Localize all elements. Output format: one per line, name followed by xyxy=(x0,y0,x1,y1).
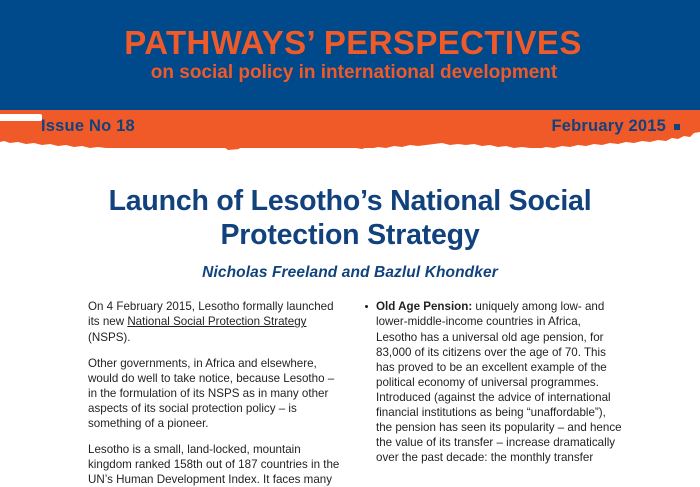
paragraph-intro-after-link: (NSPS). xyxy=(88,330,131,344)
article-columns xyxy=(0,282,700,487)
article-title: Launch of Lesotho’s National Social Protection Strategy xyxy=(108,185,592,252)
bullet-body-text: uniquely among low- and lower-middle-income countries in Africa, Lesotho has a universal old age pension, for 83,000 of its citizens over the age of 70. This has proved to be an excellent example of the political economy of universal programmes. Introduced (against the advice of international financial institutions as being “unaffordable”), the pension has seen its popularity – and hence the value of its transfer – increase dramatically over the past decade: the monthly transfer xyxy=(376,300,622,465)
paragraph-lesotho-profile: Lesotho is a small, land-locked, mountain kingdom ranked 158th out of 187 countries in the UN’s Human Development Index. It faces many xyxy=(88,443,340,487)
issue-number: Issue No 18 xyxy=(41,117,135,135)
brand-subtitle: on social policy in international development xyxy=(150,62,558,84)
issue-band xyxy=(0,110,700,162)
article xyxy=(0,162,700,487)
article-authors: Nicholas Freeland and Bazlul Khondker xyxy=(202,264,498,282)
paragraph-intro-before-link: On 4 February 2015, Lesotho formally launched its new xyxy=(88,300,334,329)
issue-date: February 2015 xyxy=(551,117,666,135)
bullet-item-old-age-pension xyxy=(364,299,622,465)
bullet-lead-in: Old Age Pension: xyxy=(376,300,473,314)
left-column xyxy=(88,299,340,487)
paragraph-other-governments: Other governments, in Africa and elsewhere, would do well to take notice, because Lesotho – in the formulation of its NSPS as in many other aspects of its social protection policy – is something of a pioneer. xyxy=(88,356,335,431)
nsps-document-link[interactable]: National Social Protection Strategy xyxy=(127,315,307,329)
date-dot-decoration xyxy=(674,124,680,130)
bullet-list xyxy=(364,299,622,465)
paragraph-intro xyxy=(88,299,340,344)
brand-title: PATHWAYS’ PERSPECTIVES xyxy=(124,23,582,61)
right-column xyxy=(364,299,622,487)
left-notch-decoration xyxy=(0,114,42,121)
masthead xyxy=(0,0,700,110)
